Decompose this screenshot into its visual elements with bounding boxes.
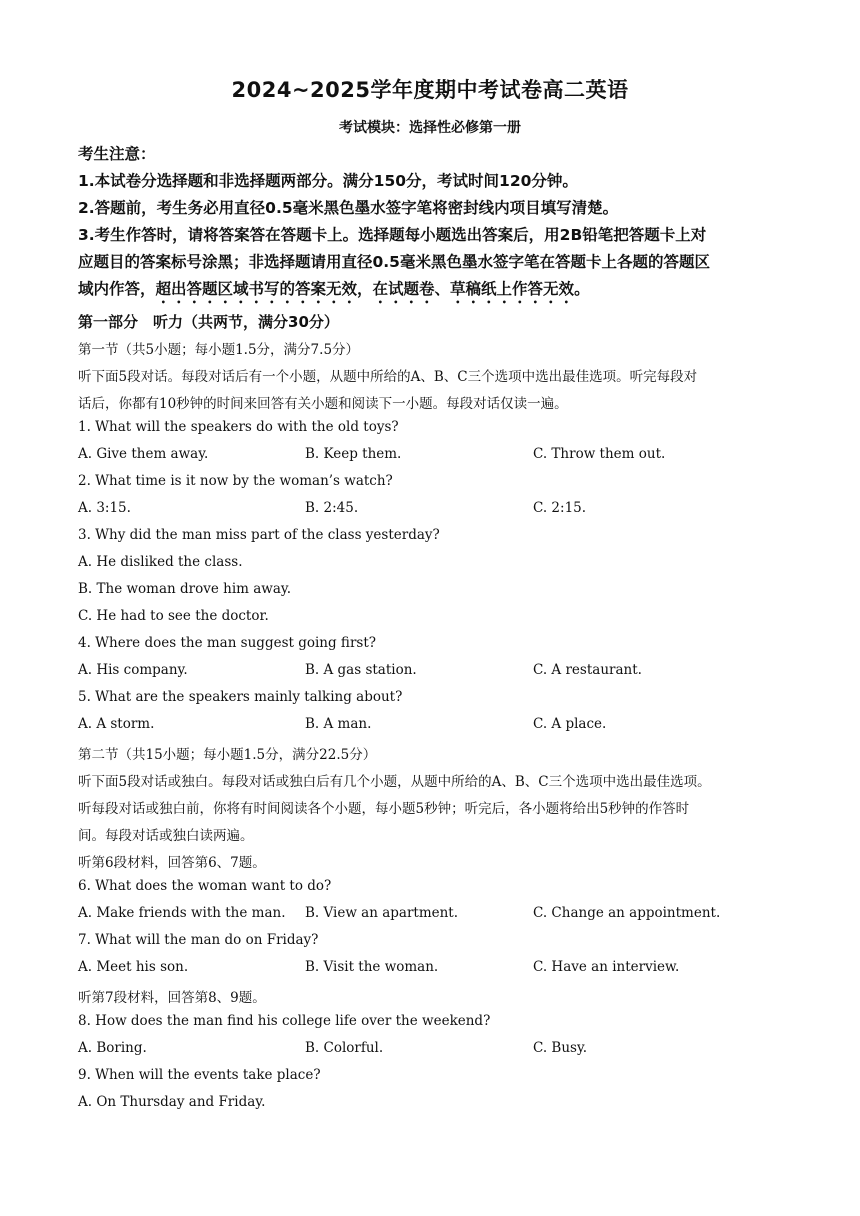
q5-option-a: A. A storm. [78, 716, 155, 732]
q5-option-c: C. A place. [533, 716, 607, 732]
q2-option-a: A. 3:15. [78, 500, 131, 516]
q2-option-c: C. 2:15. [533, 500, 587, 516]
notice-item-3-line2: 应题目的答案标号涂黑；非选择题请用直径0.5毫米黑色墨水签字笔在答题卡上各题的答题区 [78, 253, 710, 271]
q7-option-a: A. Meet his son. [78, 959, 189, 975]
q1-option-b: B. Keep them. [305, 446, 402, 462]
q3-stem: 3. Why did the man miss part of the class yesterday? [78, 527, 440, 543]
q6-option-a: A. Make friends with the man. [78, 905, 286, 921]
q6-stem: 6. What does the woman want to do? [78, 878, 332, 894]
q9-option-a: A. On Thursday and Friday. [78, 1094, 266, 1110]
q4-option-b: B. A gas station. [305, 662, 417, 678]
q5-option-b: B. A man. [305, 716, 372, 732]
q8-option-b: B. Colorful. [305, 1040, 384, 1056]
q7-stem: 7. What will the man do on Friday? [78, 932, 319, 948]
q8-option-a: A. Boring. [78, 1040, 147, 1056]
notice-heading: 考生注意： [78, 145, 156, 163]
section2-instruction-line3: 间。每段对话或独白读两遍。 [78, 828, 254, 844]
q8-stem: 8. How does the man find his college life over the weekend? [78, 1013, 491, 1029]
q6-option-c: C. Change an appointment. [533, 905, 721, 921]
q1-option-a: A. Give them away. [78, 446, 209, 462]
q3-option-c: C. He had to see the doctor. [78, 608, 269, 624]
section1-heading: 第一节（共5小题；每小题1.5分，满分7.5分） [78, 342, 360, 358]
section1-instruction-line1: 听下面5段对话。每段对话后有一个小题，从题中所给的A、B、C三个选项中选出最佳选项。听完每段对 [78, 369, 698, 385]
section2-heading: 第二节（共15小题；每小题1.5分，满分22.5分） [78, 747, 377, 763]
q8-option-c: C. Busy. [533, 1040, 588, 1056]
notice-item-3-line3 [78, 277, 590, 307]
q3-option-b: B. The woman drove him away. [78, 581, 292, 597]
notice-emphasis-2: 在试题卷、草稿纸上作答无效 [372, 280, 575, 298]
q9-stem: 9. When will the events take place? [78, 1067, 321, 1083]
notice-line3-start: 域内作答， [78, 280, 156, 298]
material-7-heading: 听第7段材料，回答第8、9题。 [78, 990, 266, 1006]
q6-option-b: B. View an apartment. [305, 905, 459, 921]
notice-item-2: 2.答题前，考生务必用直径0.5毫米黑色墨水签字笔将密封线内项目填写清楚。 [78, 199, 619, 217]
q1-stem: 1. What will the speakers do with the old toys? [78, 419, 399, 435]
q4-option-a: A. His company. [78, 662, 188, 678]
section1-instruction-line2: 话后，你都有10秒钟的时间来回答有关小题和阅读下一小题。每段对话仅读一遍。 [78, 396, 568, 412]
q2-option-b: B. 2:45. [305, 500, 359, 516]
q4-stem: 4. Where does the man suggest going first? [78, 635, 376, 651]
q7-option-b: B. Visit the woman. [305, 959, 439, 975]
q5-stem: 5. What are the speakers mainly talking about? [78, 689, 403, 705]
notice-item-1: 1.本试卷分选择题和非选择题两部分。满分150分，考试时间120分钟。 [78, 172, 578, 190]
notice-item-3-line1: 3.考生作答时，请将答案答在答题卡上。选择题每小题选出答案后，用2B铅笔把答题卡上对 [78, 226, 707, 244]
exam-subtitle: 考试模块：选择性必修第一册 [339, 120, 521, 136]
q3-option-a: A. He disliked the class. [78, 554, 243, 570]
q2-stem: 2. What time is it now by the woman’s watch? [78, 473, 393, 489]
section2-instruction-line1: 听下面5段对话或独白。每段对话或独白后有几个小题，从题中所给的A、B、C三个选项中选出最佳选项。 [78, 774, 711, 790]
part1-heading: 第一部分 听力（共两节，满分30分） [78, 313, 339, 331]
notice-emphasis-1: 超出答题区域书写的答案无效 [155, 280, 358, 298]
notice-line3-mid: ， [357, 280, 373, 298]
notice-line3-end: 。 [574, 280, 590, 298]
q1-option-c: C. Throw them out. [533, 446, 666, 462]
q7-option-c: C. Have an interview. [533, 959, 680, 975]
material-6-heading: 听第6段材料，回答第6、7题。 [78, 855, 266, 871]
section2-instruction-line2: 听每段对话或独白前，你将有时间阅读各个小题，每小题5秒钟；听完后，各小题将给出5秒钟的作答时 [78, 801, 690, 817]
exam-title: 2024~2025学年度期中考试卷高二英语 [231, 78, 629, 102]
q4-option-c: C. A restaurant. [533, 662, 642, 678]
